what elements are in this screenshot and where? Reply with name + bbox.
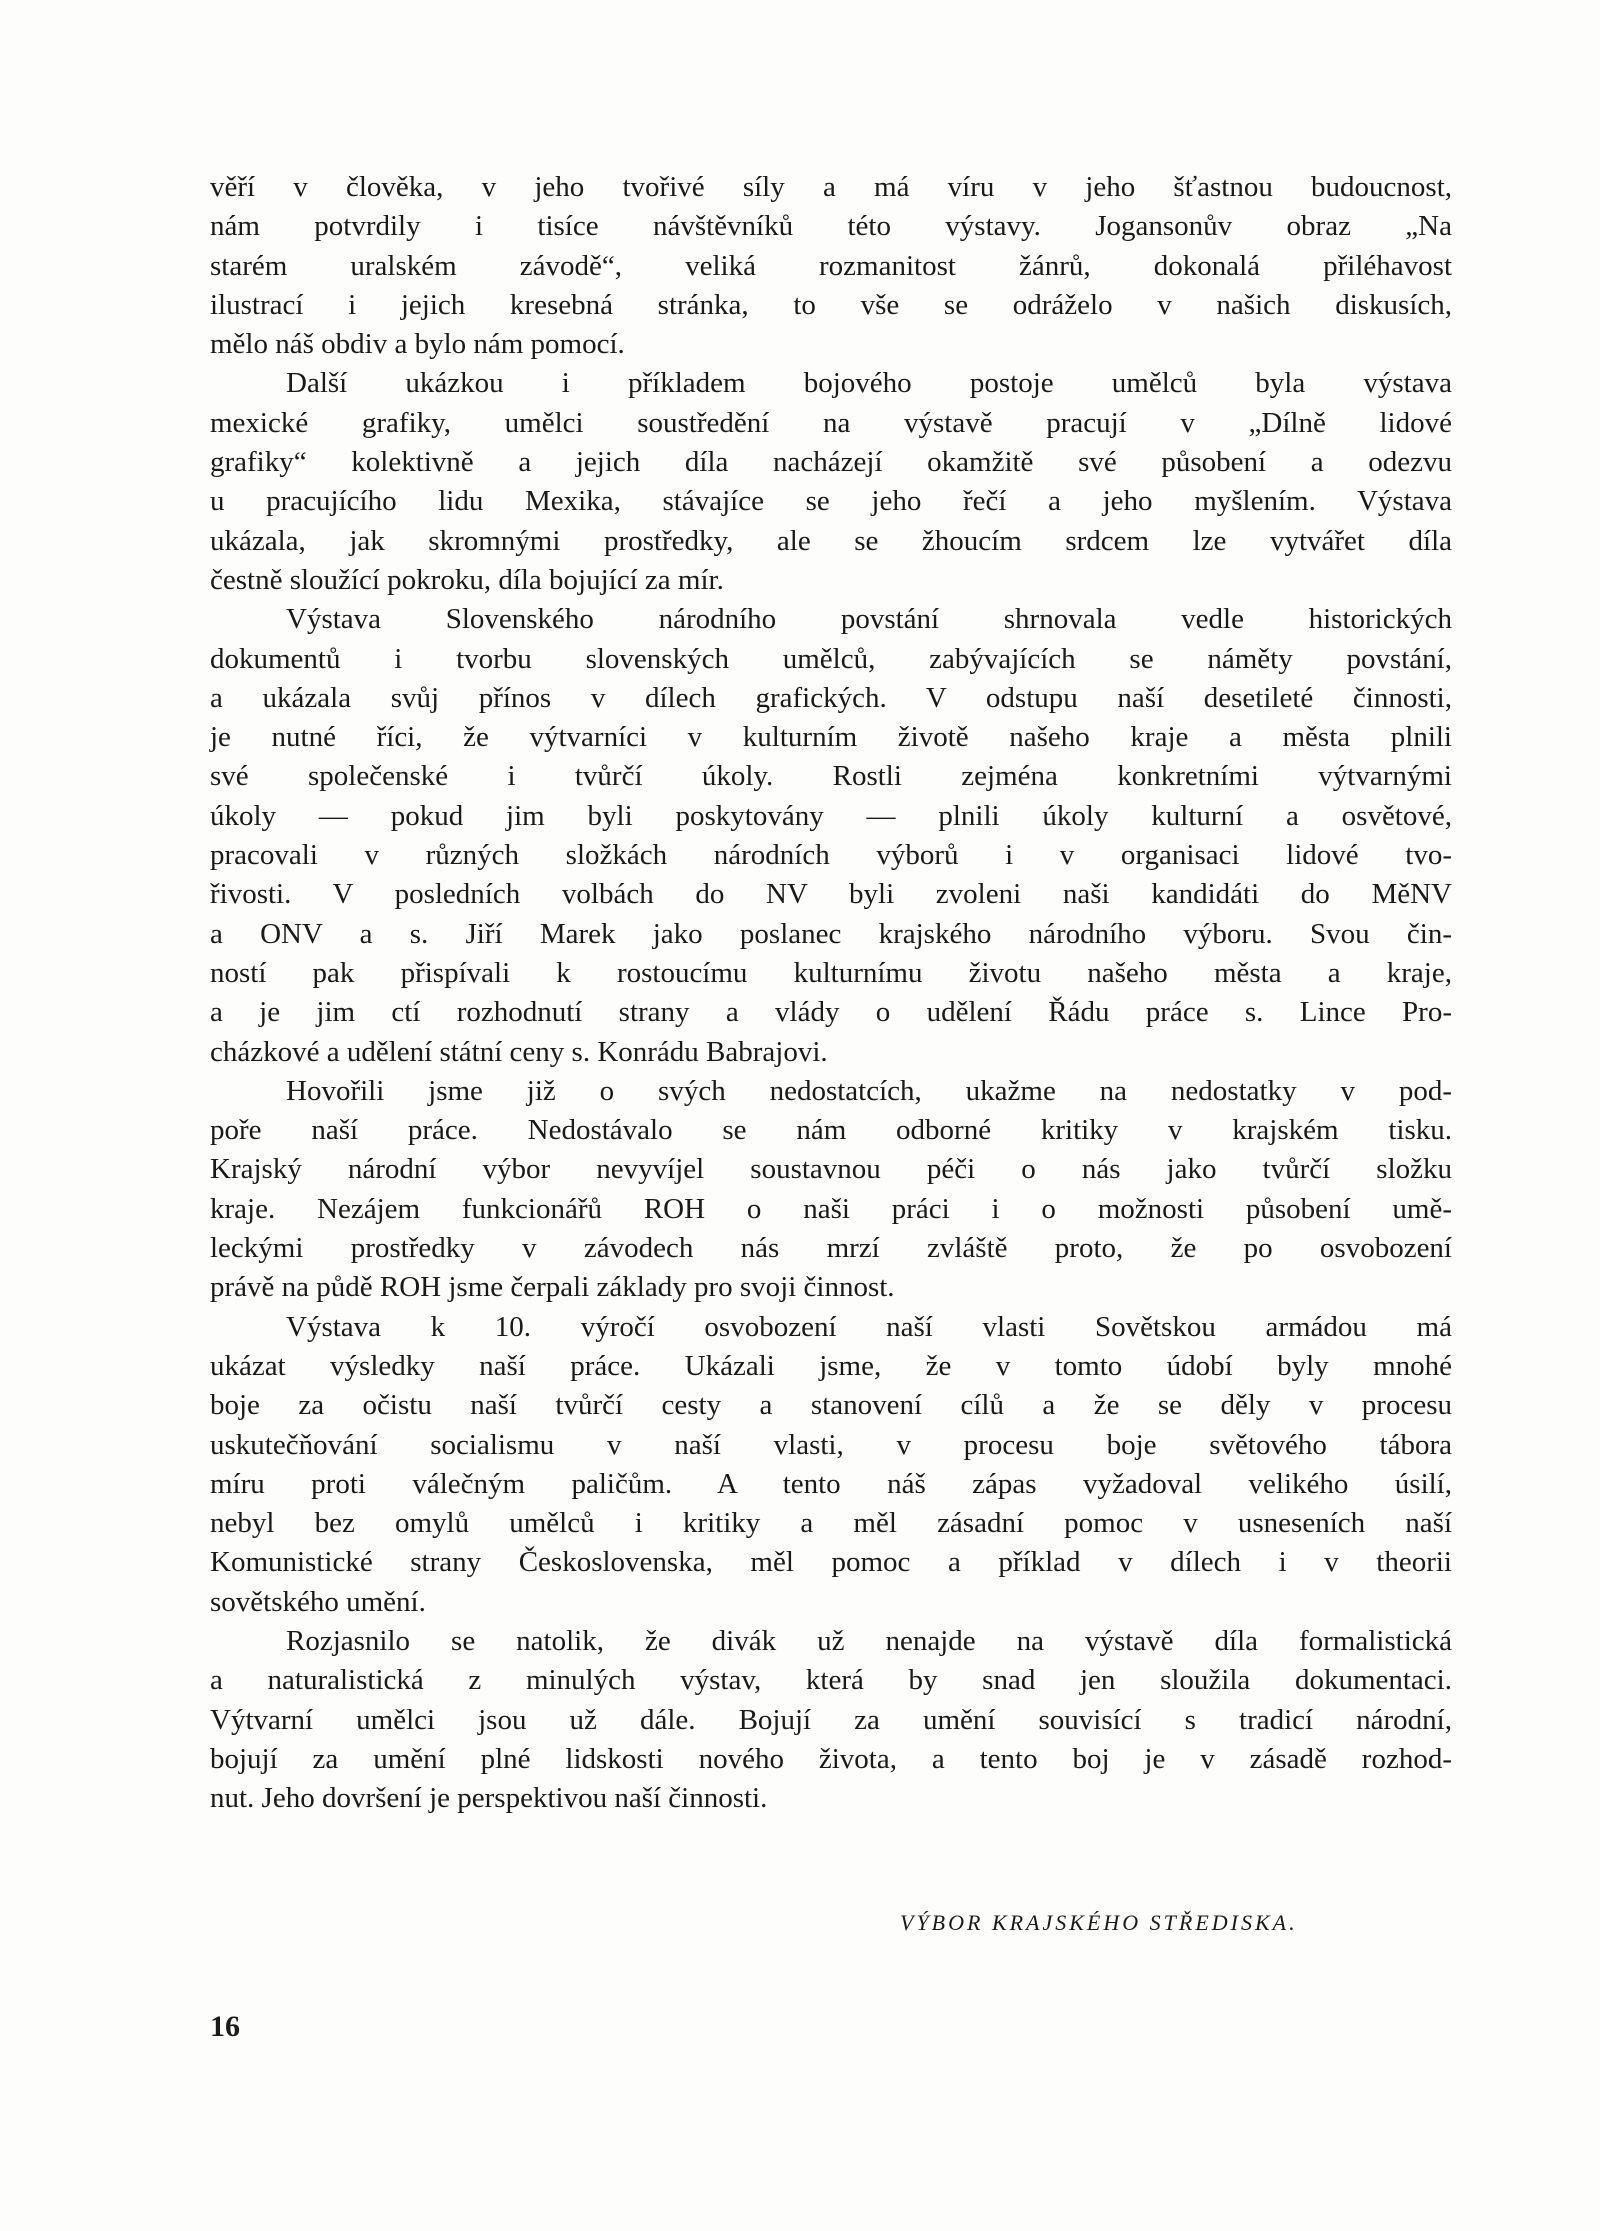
paragraph	[210, 1072, 1452, 1308]
text-line: kraje. Nezájem funkcionářů ROH o naši práci i o možnosti působení umě-	[210, 1192, 1452, 1225]
text-line: Hovořili jsme již o svých nedostatcích, ukažme na nedostatky v pod-	[286, 1074, 1452, 1107]
text-line: u pracujícího lidu Mexika, stávajíce se jeho řečí a jeho myšlením. Výstava	[210, 485, 1452, 518]
paragraph	[210, 168, 1452, 364]
text-line: ukázala, jak skromnými prostředky, ale se žhoucím srdcem lze vytvářet díla	[210, 524, 1452, 557]
text-line: ností pak přispívali k rostoucímu kulturnímu životu našeho města a kraje,	[210, 956, 1452, 989]
text-line: své společenské i tvůrčí úkoly. Rostli zejména konkretními výtvarnými	[210, 760, 1452, 793]
text-line: sovětského umění.	[210, 1585, 426, 1618]
text-line: Komunistické strany Československa, měl pomoc a příklad v dílech i v theorii	[210, 1546, 1452, 1579]
text-line: leckými prostředky v závodech nás mrzí zvláště proto, že po osvobození	[210, 1232, 1452, 1265]
text-line: Rozjasnilo se natolik, že divák už nenajde na výstavě díla formalistická	[286, 1624, 1452, 1657]
text-line: nut. Jeho dovršení je perspektivou naší činnosti.	[210, 1782, 768, 1815]
article-body	[210, 168, 1452, 1818]
text-line: Další ukázkou i příkladem bojového postoje umělců byla výstava	[286, 367, 1452, 400]
text-line: starém uralském závodě“, veliká rozmanitost žánrů, dokonalá přiléhavost	[210, 249, 1452, 282]
text-line: úkoly — pokud jim byli poskytovány — plnili úkoly kulturní a osvětové,	[210, 799, 1452, 832]
text-line: řivosti. V posledních volbách do NV byli zvoleni naši kandidáti do MěNV	[210, 878, 1452, 911]
text-line: a je jim ctí rozhodnutí strany a vlády o udělení Řádu práce s. Lince Pro-	[210, 996, 1452, 1029]
text-line: bojují za umění plné lidskosti nového života, a tento boj je v zásadě rozhod-	[210, 1742, 1452, 1775]
text-line: ukázat výsledky naší práce. Ukázali jsme, že v tomto údobí byly mnohé	[210, 1349, 1452, 1382]
text-line: čestně sloužící pokroku, díla bojující za mír.	[210, 563, 724, 596]
text-line: a naturalistická z minulých výstav, která by snad jen sloužila dokumentaci.	[210, 1664, 1452, 1697]
signature: VÝBOR KRAJSKÉHO STŘEDISKA.	[900, 1910, 1298, 1935]
text-line: ilustrací i jejich kresebná stránka, to vše se odráželo v našich diskusích,	[210, 288, 1452, 321]
text-line: věří v člověka, v jeho tvořivé síly a má víru v jeho šťastnou budoucnost,	[210, 171, 1452, 203]
text-line: poře naší práce. Nedostávalo se nám odborné kritiky v krajském tisku.	[210, 1114, 1452, 1147]
text-line: grafiky“ kolektivně a jejich díla nacházejí okamžitě své působení a odezvu	[210, 446, 1452, 479]
text-line: dokumentů i tvorbu slovenských umělců, zabývajících se náměty povstání,	[210, 642, 1452, 675]
text-line: cházkové a udělení státní ceny s. Konrádu Babrajovi.	[210, 1035, 828, 1068]
text-line: a ONV a s. Jiří Marek jako poslanec krajského národního výboru. Svou čin-	[210, 917, 1452, 950]
paragraph	[210, 1308, 1452, 1622]
text-line: Výstava Slovenského národního povstání shrnovala vedle historických	[286, 603, 1452, 636]
text-line: Krajský národní výbor nevyvíjel soustavnou péči o nás jako tvůrčí složku	[210, 1153, 1452, 1186]
text-line: míru proti válečným paličům. A tento náš zápas vyžadoval velikého úsilí,	[210, 1467, 1452, 1500]
paragraph	[210, 364, 1452, 600]
text-line: je nutné říci, že výtvarníci v kulturním životě našeho kraje a města plnili	[210, 721, 1452, 754]
text-line: pracovali v různých složkách národních výborů i v organisaci lidové tvo-	[210, 839, 1452, 872]
text-line: a ukázala svůj přínos v dílech grafických. V odstupu naší desetileté činnosti,	[210, 681, 1452, 714]
text-line: nebyl bez omylů umělců i kritiky a měl zásadní pomoc v usneseních naší	[210, 1507, 1452, 1540]
text-line: Výstava k 10. výročí osvobození naší vlasti Sovětskou armádou má	[286, 1310, 1452, 1343]
page-number: 16	[210, 2010, 240, 2043]
text-line: uskutečňování socialismu v naší vlasti, v procesu boje světového tábora	[210, 1428, 1452, 1461]
text-line: nám potvrdily i tisíce návštěvníků této výstavy. Jogansonův obraz „Na	[210, 210, 1452, 243]
paragraph	[210, 1622, 1452, 1818]
text-line: mexické grafiky, umělci soustředění na výstavě pracují v „Dílně lidové	[210, 406, 1452, 439]
text-line: mělo náš obdiv a bylo nám pomocí.	[210, 328, 625, 361]
text-line: boje za očistu naší tvůrčí cesty a stanovení cílů a že se děly v procesu	[210, 1389, 1452, 1422]
text-line: právě na půdě ROH jsme čerpali základy pro svoji činnost.	[210, 1271, 895, 1304]
paragraph	[210, 600, 1452, 1072]
text-line: Výtvarní umělci jsou už dále. Bojují za umění souvisící s tradicí národní,	[210, 1703, 1452, 1736]
